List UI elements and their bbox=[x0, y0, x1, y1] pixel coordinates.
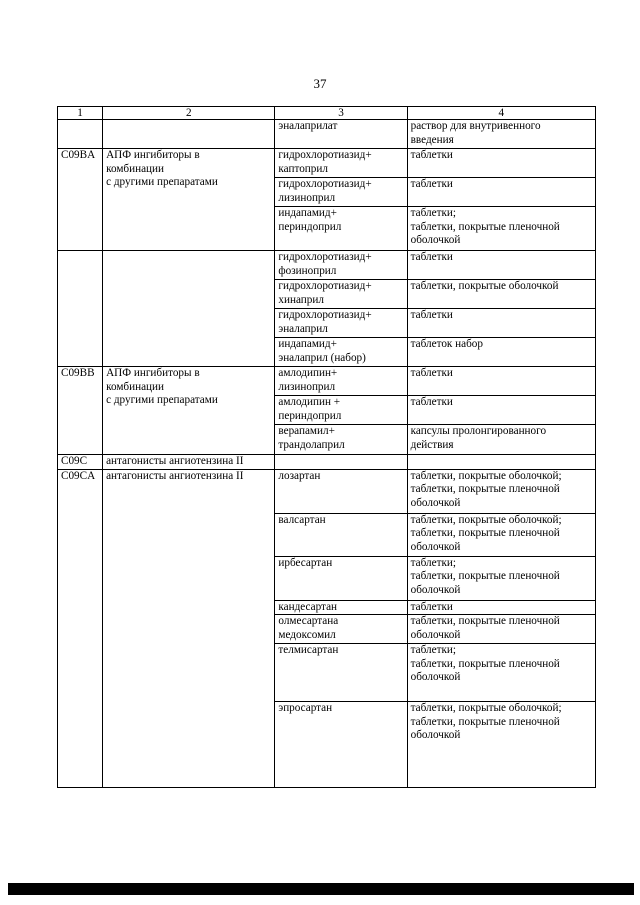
column-header-2: 2 bbox=[103, 107, 275, 120]
atc-code-cell: C09C bbox=[58, 455, 103, 470]
drug-name-cell: валсартан bbox=[275, 513, 407, 556]
drug-name-cell: амлодипин+ лизиноприл bbox=[275, 367, 407, 396]
group-cell: АПФ ингибиторы в комбинации с другими препаратами bbox=[103, 149, 275, 251]
column-header-1: 1 bbox=[58, 107, 103, 120]
table-row bbox=[58, 120, 596, 149]
drug-name-cell: гидрохлоротиазид+ каптоприл bbox=[275, 149, 407, 178]
drug-name-cell: эналаприлат bbox=[275, 120, 407, 149]
drug-name-cell: гидрохлоротиазид+ эналаприл bbox=[275, 309, 407, 338]
dosage-form-cell: раствор для внутривенного введения bbox=[407, 120, 595, 149]
dosage-form-cell: таблетки, покрытые оболочкой; таблетки, покрытые пленочной оболочкой bbox=[407, 702, 595, 788]
dosage-form-cell: таблетки bbox=[407, 178, 595, 207]
column-header-3: 3 bbox=[275, 107, 407, 120]
drug-name-cell: телмисартан bbox=[275, 644, 407, 702]
dosage-form-cell: таблетки bbox=[407, 367, 595, 396]
atc-code-cell: C09CA bbox=[58, 469, 103, 788]
column-header-4: 4 bbox=[407, 107, 595, 120]
dosage-form-cell: таблетки bbox=[407, 600, 595, 615]
atc-code-cell bbox=[58, 120, 103, 149]
drug-name-cell: гидрохлоротиазид+ хинаприл bbox=[275, 280, 407, 309]
drug-name-cell: ирбесартан bbox=[275, 556, 407, 600]
atc-code-cell: C09BB bbox=[58, 367, 103, 455]
group-cell bbox=[103, 251, 275, 367]
dosage-form-cell: таблетки, покрытые оболочкой; таблетки, покрытые пленочной оболочкой bbox=[407, 513, 595, 556]
drug-name-cell: лозартан bbox=[275, 469, 407, 513]
table-row bbox=[58, 251, 596, 280]
drug-table bbox=[57, 106, 596, 788]
dosage-form-cell: таблетки; таблетки, покрытые пленочной оболочкой bbox=[407, 644, 595, 702]
drug-name-cell: олмесартана медоксомил bbox=[275, 615, 407, 644]
group-cell: АПФ ингибиторы в комбинации с другими препаратами bbox=[103, 367, 275, 455]
table-header-row bbox=[58, 107, 596, 120]
drug-name-cell: кандесартан bbox=[275, 600, 407, 615]
dosage-form-cell bbox=[407, 455, 595, 470]
drug-name-cell bbox=[275, 455, 407, 470]
group-cell bbox=[103, 120, 275, 149]
drug-name-cell: индапамид+ эналаприл (набор) bbox=[275, 338, 407, 367]
drug-name-cell: гидрохлоротиазид+ лизиноприл bbox=[275, 178, 407, 207]
dosage-form-cell: таблетки bbox=[407, 309, 595, 338]
drug-name-cell: верапамил+ трандолаприл bbox=[275, 425, 407, 455]
dosage-form-cell: таблетки; таблетки, покрытые пленочной оболочкой bbox=[407, 556, 595, 600]
dosage-form-cell: таблеток набор bbox=[407, 338, 595, 367]
page-bottom-bar bbox=[8, 883, 634, 895]
table-row bbox=[58, 367, 596, 396]
atc-code-cell bbox=[58, 251, 103, 367]
dosage-form-cell: таблетки bbox=[407, 396, 595, 425]
table-row bbox=[58, 455, 596, 470]
dosage-form-cell: таблетки; таблетки, покрытые пленочной оболочкой bbox=[407, 207, 595, 251]
page-number: 37 bbox=[313, 76, 327, 91]
group-cell: антагонисты ангиотензина II bbox=[103, 455, 275, 470]
dosage-form-cell: капсулы пролонгированного действия bbox=[407, 425, 595, 455]
table-row bbox=[58, 149, 596, 178]
drug-name-cell: амлодипин + периндоприл bbox=[275, 396, 407, 425]
table-row bbox=[58, 469, 596, 513]
drug-name-cell: эпросартан bbox=[275, 702, 407, 788]
dosage-form-cell: таблетки bbox=[407, 251, 595, 280]
dosage-form-cell: таблетки, покрытые оболочкой bbox=[407, 280, 595, 309]
dosage-form-cell: таблетки bbox=[407, 149, 595, 178]
drug-name-cell: гидрохлоротиазид+ фозиноприл bbox=[275, 251, 407, 280]
dosage-form-cell: таблетки, покрытые оболочкой; таблетки, покрытые пленочной оболочкой bbox=[407, 469, 595, 513]
drug-name-cell: индапамид+ периндоприл bbox=[275, 207, 407, 251]
dosage-form-cell: таблетки, покрытые пленочной оболочкой bbox=[407, 615, 595, 644]
group-cell: антагонисты ангиотензина II bbox=[103, 469, 275, 788]
atc-code-cell: C09BA bbox=[58, 149, 103, 251]
